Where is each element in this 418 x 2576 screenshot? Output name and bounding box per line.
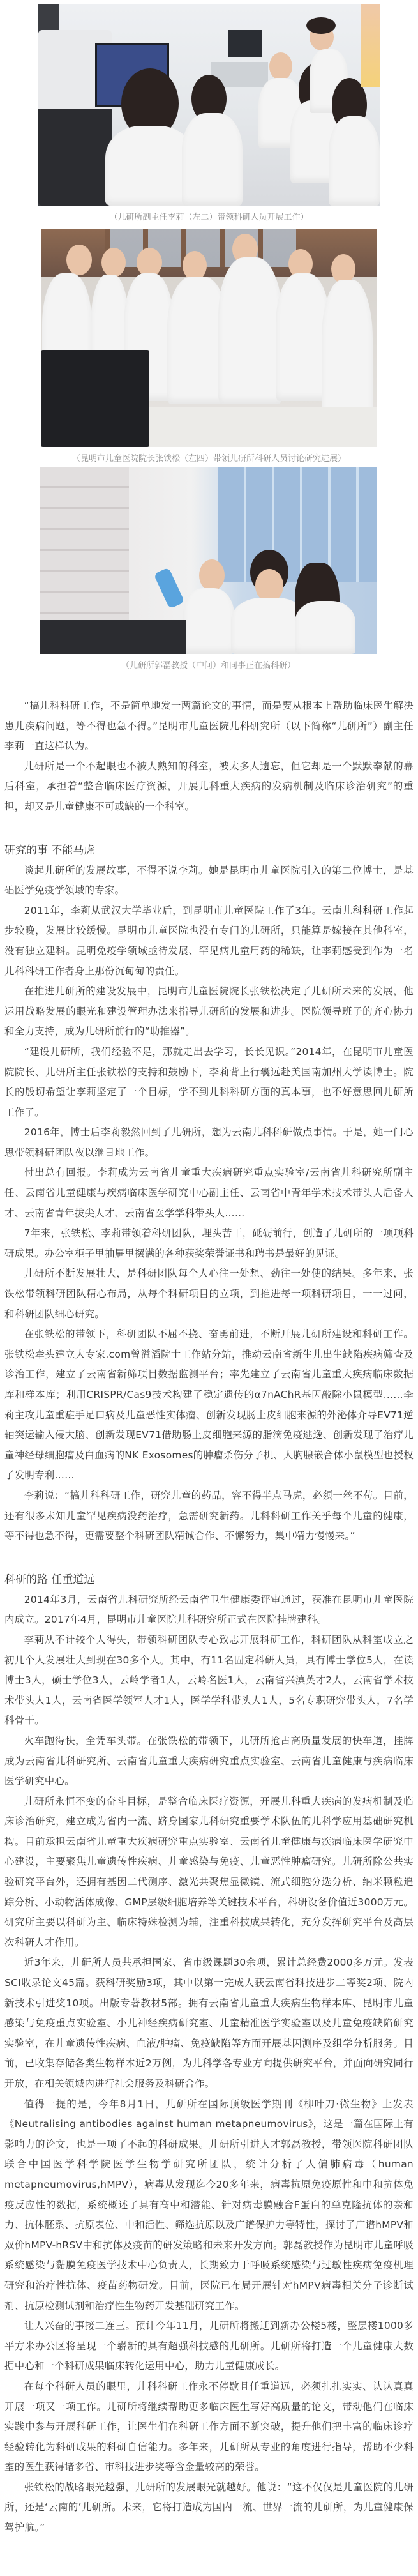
photo-figure-2: [41, 229, 377, 466]
section-paragraph: 让人兴奋的事接二连三。预计今年11月，儿研所将搬迁到新办公楼5楼，整层楼1000多平方米办公区将呈现一个崭新的具有超强科技感的儿研所。儿研所将打造一个儿童健康大数据中心和一个科研成果临床转化运用中心，助力儿童健康成长。: [4, 2320, 414, 2372]
section-paragraph: 2014年3月，云南省儿科研究所经云南省卫生健康委评审通过，获准在昆明市儿童医院内成立。2017年4月，昆明市儿童医院儿科研究所正式在医院挂牌建科。: [4, 1593, 414, 1626]
section-paragraph: 在推进儿研所的建设发展中，昆明市儿童医院院长张铁松决定了儿研所未来的发展，他运用战略发展的眼光和建设管理办法来指导儿研所的发展和进步。医院领导班子的齐心协力和全力支持，成为儿研所前行的“助推器”。: [4, 985, 414, 1038]
photo-lab-microscope: [38, 4, 380, 206]
monitor-icon: [228, 30, 262, 57]
section-paragraph: 儿研所不断发展壮大，是科研团队每个人心往一处想、劲往一处使的结果。多年来，张铁松带领科研团队精心布局，从每个科研项目的立项，到推进每一项科研项目，一一过问，和科研团队细心研究。: [4, 1268, 414, 1320]
intro-paragraph: 儿研所是一个不起眼也不被人熟知的科室，被太多人遗忘，但它却是一个默默奉献的幕后科室，承担着“整合临床医疗资源，开展儿科重大疾病的发病机制及临床诊治研究”的重担，却又是儿童健康不可或缺的一个科室。: [4, 760, 414, 812]
section-paragraph: 李莉说：“搞儿科科研工作，研究儿童的药品，容不得半点马虎，必须一丝不苟。目前，还有很多未知儿童罕见疾病没药治疗，急需研究新药。儿科科研工作关乎每个儿童的健康，等不得也急不得，更需要整个科研团队精诚合作、不懈努力，集中精力慢慢来。”: [4, 1489, 414, 1542]
section-paragraph: 付出总有回报。李莉成为云南省儿童重大疾病研究重点实验室/云南省儿科研究所副主任、云南省儿童健康与疾病临床医学研究中心副主任、云南省中青年学术技术带头人后备人才、云南省青年拔尖人才、云南省医学学科带头人……: [4, 1167, 414, 1219]
section-paragraph: 张铁松的战略眼光越强，儿研所的发展眼光就越好。他说：“这不仅仅是儿童医院的儿研所，还是‘云南的’儿研所。未来，它将打造成为国内一流、世界一流的儿研所，为儿童健康保驾护航。”: [4, 2481, 414, 2534]
section-heading: 科研的路 任重道远: [4, 1573, 95, 1586]
section-paragraph: 2016年，博士后李莉毅然回到了儿研所，想为云南儿科科研做点事情。于是，她一门心思带领科研团队夜以继日地工作。: [4, 1126, 414, 1158]
section-heading: 研究的事 不能马虎: [4, 844, 95, 857]
article-body: [4, 696, 414, 2538]
section-paragraph: 值得一提的是，今年8月1日，儿研所在国际顶级医学期刊《柳叶刀·微生物》上发表《Neutralising antibodies against human metapneumovirus》，这是一篇在国际上有影响力的论文，也是一项了不起的科研成果。儿研所引进人才郭磊教授，带领医院科研团队联合中国医学科学院医学生物学研究所团队，统计分析了人偏肺病毒（human metapneumovirus,hMPV），病毒从发现迄今20多年来，病毒抗原免疫原性和中和抗体免疫反应性的数据，系统概述了具有高中和潜能、针对病毒膜融合F蛋白的单克隆抗体的亲和力、抗体胚系、抗原表位、中和活性、筛选抗原以及广谱保护力等特性，探讨了广谱hMPV和双价hMPV-hRSV中和抗体及疫苗的研发策略和未来开发方向。郭磊教授作为昆明市儿童呼吸系统感染与黏膜免疫医学技术中心负责人，长期致力于呼吸系统感染与过敏性疾病免疫机理研究和治疗性抗体、疫苗药物研发。目前，医院已布局开展针对hMPV病毒相关分子诊断试剂、抗原检测试剂和治疗性生物药开发基础研究工作。: [4, 2098, 414, 2312]
section-paragraph: 儿研所永恒不变的奋斗目标，是整合临床医疗资源，开展儿科重大疾病的发病机制及临床诊治研究，建立成为省内一流、跻身国家儿科研究重要学术队伍的儿科学应用基础研究机构。目前承担云南省儿童重大疾病研究重点实验室、云南省儿童健康与疾病临床医学研究中心建设，主要聚焦儿童遗传性疾病、儿童感染与免疫、儿童恶性肿瘤研究。儿研所除公共实验研究平台外，还拥有基因二代测序、激光共聚焦显微镜、流式细胞分选分析、纳米颗粒追踪分析、小动物活体成像、GMP层级细胞培养等关键技术平台，科研设备价值近3000万元。研究所主要以科研为主、临床特殊检测为辅，注重科技成果转化，充分发挥研究平台及高层次科研人才作用。: [4, 1795, 414, 1948]
monitor-icon: [41, 350, 149, 447]
section-paragraph: “建设儿研所，我们经验不足，那就走出去学习，长长见识。”2014年，在昆明市儿童医院院长、儿研所主任张铁松的支持和鼓励下，李莉背上行囊远赴美国南加州大学读博士。院长的殷切希望让李莉坚定了一个目标，学不到儿科科研方面的真本事，也不好意思回儿研所工作了。: [4, 1045, 414, 1118]
section-paragraph: 在每个科研人员的眼里，儿科科研工作永不停歇且任重道远，必须扎扎实实、认认真真开展一项又一项工作。儿研所将继续帮助更多临床医生写好高质量的论文，带动他们在临床实践中参与开展科研工作，让医生们在科研工作方面不断突破，提升他们把丰富的临床诊疗经验转化为科研成果的科研自信能力。多年来，儿研所从专业的角度进行指导，帮助不少科室的医生获得诸多省、市科技进步奖等含金量较高的荣誉。: [4, 2380, 414, 2473]
section-paragraph: 李莉从不计较个人得失，带领科研团队专心致志开展科研工作，科研团队从科室成立之初几个人发展壮大到现在30多个人。其中，有11名固定科研人员，具有博士学位5人，在读博士3人，硕士学位3人，云岭学者1人，云岭名医1人，云南省兴滇英才2人，云南省学术技术带头人1人，云南省医学领军人才1人，医学学科带头人1人，5名专职研究带头人，7名学科骨干。: [4, 1633, 414, 1727]
section-paragraph: 在张铁松的带领下，科研团队不屈不挠、奋勇前进，不断开展儿研所建设和科研工作。张铁松牵头建立大专家.com曾溢滔院士工作站分站，推动云南省新生儿出生缺陷疾病筛查及诊治工作，建立了云南省新筛项目数据监测平台；率先建立了云南省儿童重大疾病临床数据库和样本库；利用CRISPR/Cas9技术构建了稳定遗传的α7nAChR基因敲除小鼠模型……李莉主攻儿童重症手足口病及儿童恶性实体瘤、创新发现肠上皮细胞来源的外泌体介导EV71逆轴突运输入侵大脑、创新发现EV71借助肠上皮细胞来源的脂滴免疫逃逸、创新发现了治疗儿童神经母细胞瘤及白血病的NK Exosomes的肿瘤杀伤分子机、人胸腺嵌合体小鼠模型也授权了发明专利……: [4, 1328, 414, 1481]
section-paragraph: 近3年来，儿研所人员共承担国家、省市级课题30余项，累计总经费2000多万元。发表SCI收录论文45篇。获科研奖励3项，其中以第一完成人获云南省科技进步二等奖2项、院内新技术引进奖10项。出版专著教材5部。拥有云南省儿童重大疾病生物样本库、昆明市儿童感染与免疫重点实验室、小儿神经疾病研究室、儿童精准医学实验室以及儿童免疫缺陷研究实验室，在儿童遗传性疾病、血液/肿瘤、免疫缺陷等方面开展基因测序及组学分析服务。目前，已收集存储各类生物样本近2万例，为儿科学各专业方向提供研究平台，并面向研究同行开放，在相关领域内进行社会服务及科研合作。: [4, 1957, 414, 2089]
photo-lab-research: [40, 467, 377, 654]
intro-paragraph: “搞儿科科研工作，不是简单地发一两篇论文的事情，而是要从根本上帮助临床医生解决患儿疾病问题，等不得也急不得。”昆明市儿童医院儿科研究所（以下简称“儿研所”）副主任李莉一直这样认为。: [4, 700, 414, 752]
photo-figure-1: [38, 4, 380, 224]
photo-caption-3: （儿研所郭磊教授（中间）和同事正在搞科研）: [121, 661, 295, 671]
section-paragraph: 7年来，张铁松、李莉带领着科研团队，埋头苦干，砥砺前行，创造了儿研所的一项项科研成果。办公室柜子里抽屉里摆满的各种获奖荣誉证书和聘书是最好的见证。: [4, 1227, 414, 1259]
photo-caption-1: （儿研所副主任李莉（左二）带领科研人员开展工作）: [109, 213, 309, 222]
section-paragraph: 谈起儿研所的发展故事，不得不说李莉。她是昆明市儿童医院引入的第二位博士，是基础医学免疫学领域的专家。: [4, 864, 414, 897]
section-paragraph: 火车跑得快，全凭车头带。在张铁松的带领下，儿研所抢占高质量发展的快车道，挂牌成为云南省儿科研究所、云南省儿童重大疾病研究重点实验室、云南省儿童健康与疾病临床医学研究中心。: [4, 1734, 414, 1787]
photo-figure-3: [40, 467, 377, 672]
photo-caption-2: （昆明市儿童医院院长张铁松（左四）带领儿研所科研人员讨论研究进展）: [71, 454, 346, 464]
photo-team-discussion: [41, 229, 377, 447]
section-paragraph: 2011年，李莉从武汉大学毕业后，到昆明市儿童医院工作了3年。云南儿科科研工作起步较晚，发展比较缓慢。昆明市儿童医院也没有专门的儿研所，只能算是嫁接在其他科室，没有独立建科。昆明免疫学领域亟待发展、罕见病儿童用药的稀缺，让李莉感受到作为一名儿科科研工作者身上那份沉甸甸的责任。: [4, 904, 414, 977]
